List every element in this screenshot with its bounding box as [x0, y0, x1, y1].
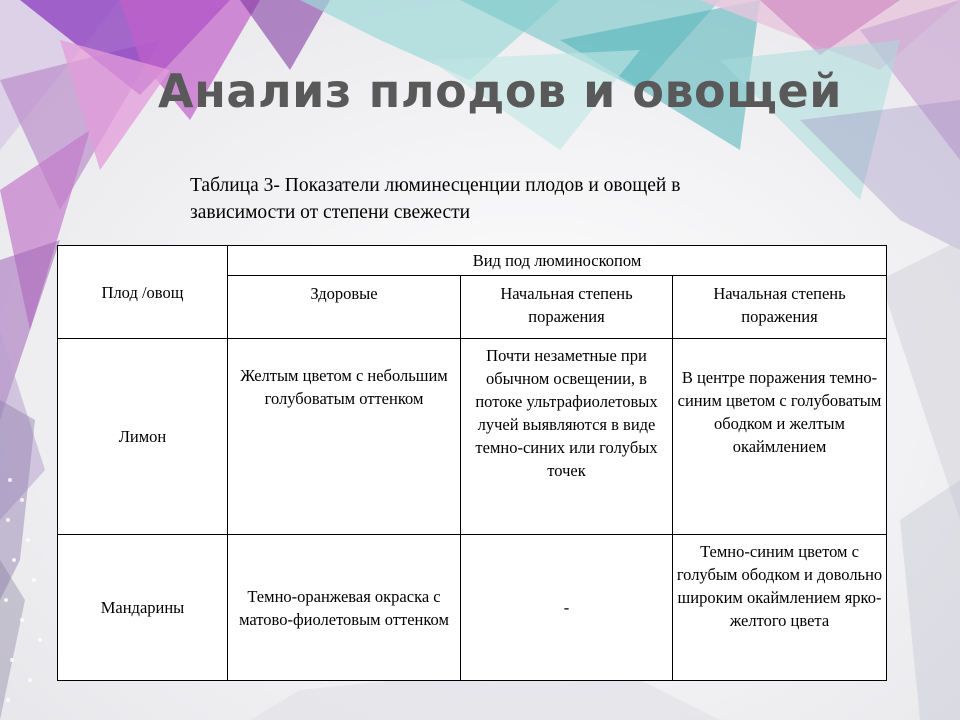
lemon-healthy: Желтым цветом с небольшим голубоватым оттенком	[228, 339, 461, 535]
mandarins-healthy: Темно-оранжевая окраска с матово-фиолетовым оттенком	[228, 535, 461, 681]
caption-line-2: зависимости от степени свежести	[190, 202, 471, 223]
luminescence-table	[57, 245, 887, 681]
table-caption	[190, 172, 830, 226]
header-healthy: Здоровые	[228, 276, 461, 339]
header-luminoscope-view: Вид под люминоскопом	[228, 246, 887, 276]
row-name-lemon: Лимон	[58, 339, 228, 535]
header-fruit-vegetable: Плод /овощ	[58, 246, 228, 339]
lemon-initial-damage-1: Почти незаметные при обычном освещении, в потоке ультрафиолетовых лучей выявляются в виде темно-синих или голубых точек	[461, 339, 673, 535]
table-row-mandarins	[58, 535, 887, 681]
header-initial-damage-2: Начальная степень поражения	[673, 276, 887, 339]
caption-line-1: Таблица 3- Показатели люминесценции плодов и овощей в	[190, 175, 681, 196]
table-row-lemon	[58, 339, 887, 535]
slide-title: Анализ плодов и овощей	[158, 64, 842, 118]
header-initial-damage-1: Начальная степень поражения	[461, 276, 673, 339]
lemon-initial-damage-2: В центре поражения темно-синим цветом с голубоватым ободком и желтым окаймлением	[673, 339, 887, 535]
mandarins-initial-damage-2: Темно-синим цветом с голубым ободком и довольно широким окаймлением ярко-желтого цвета	[673, 535, 887, 681]
row-name-mandarins: Мандарины	[58, 535, 228, 681]
mandarins-initial-damage-1: -	[461, 535, 673, 681]
